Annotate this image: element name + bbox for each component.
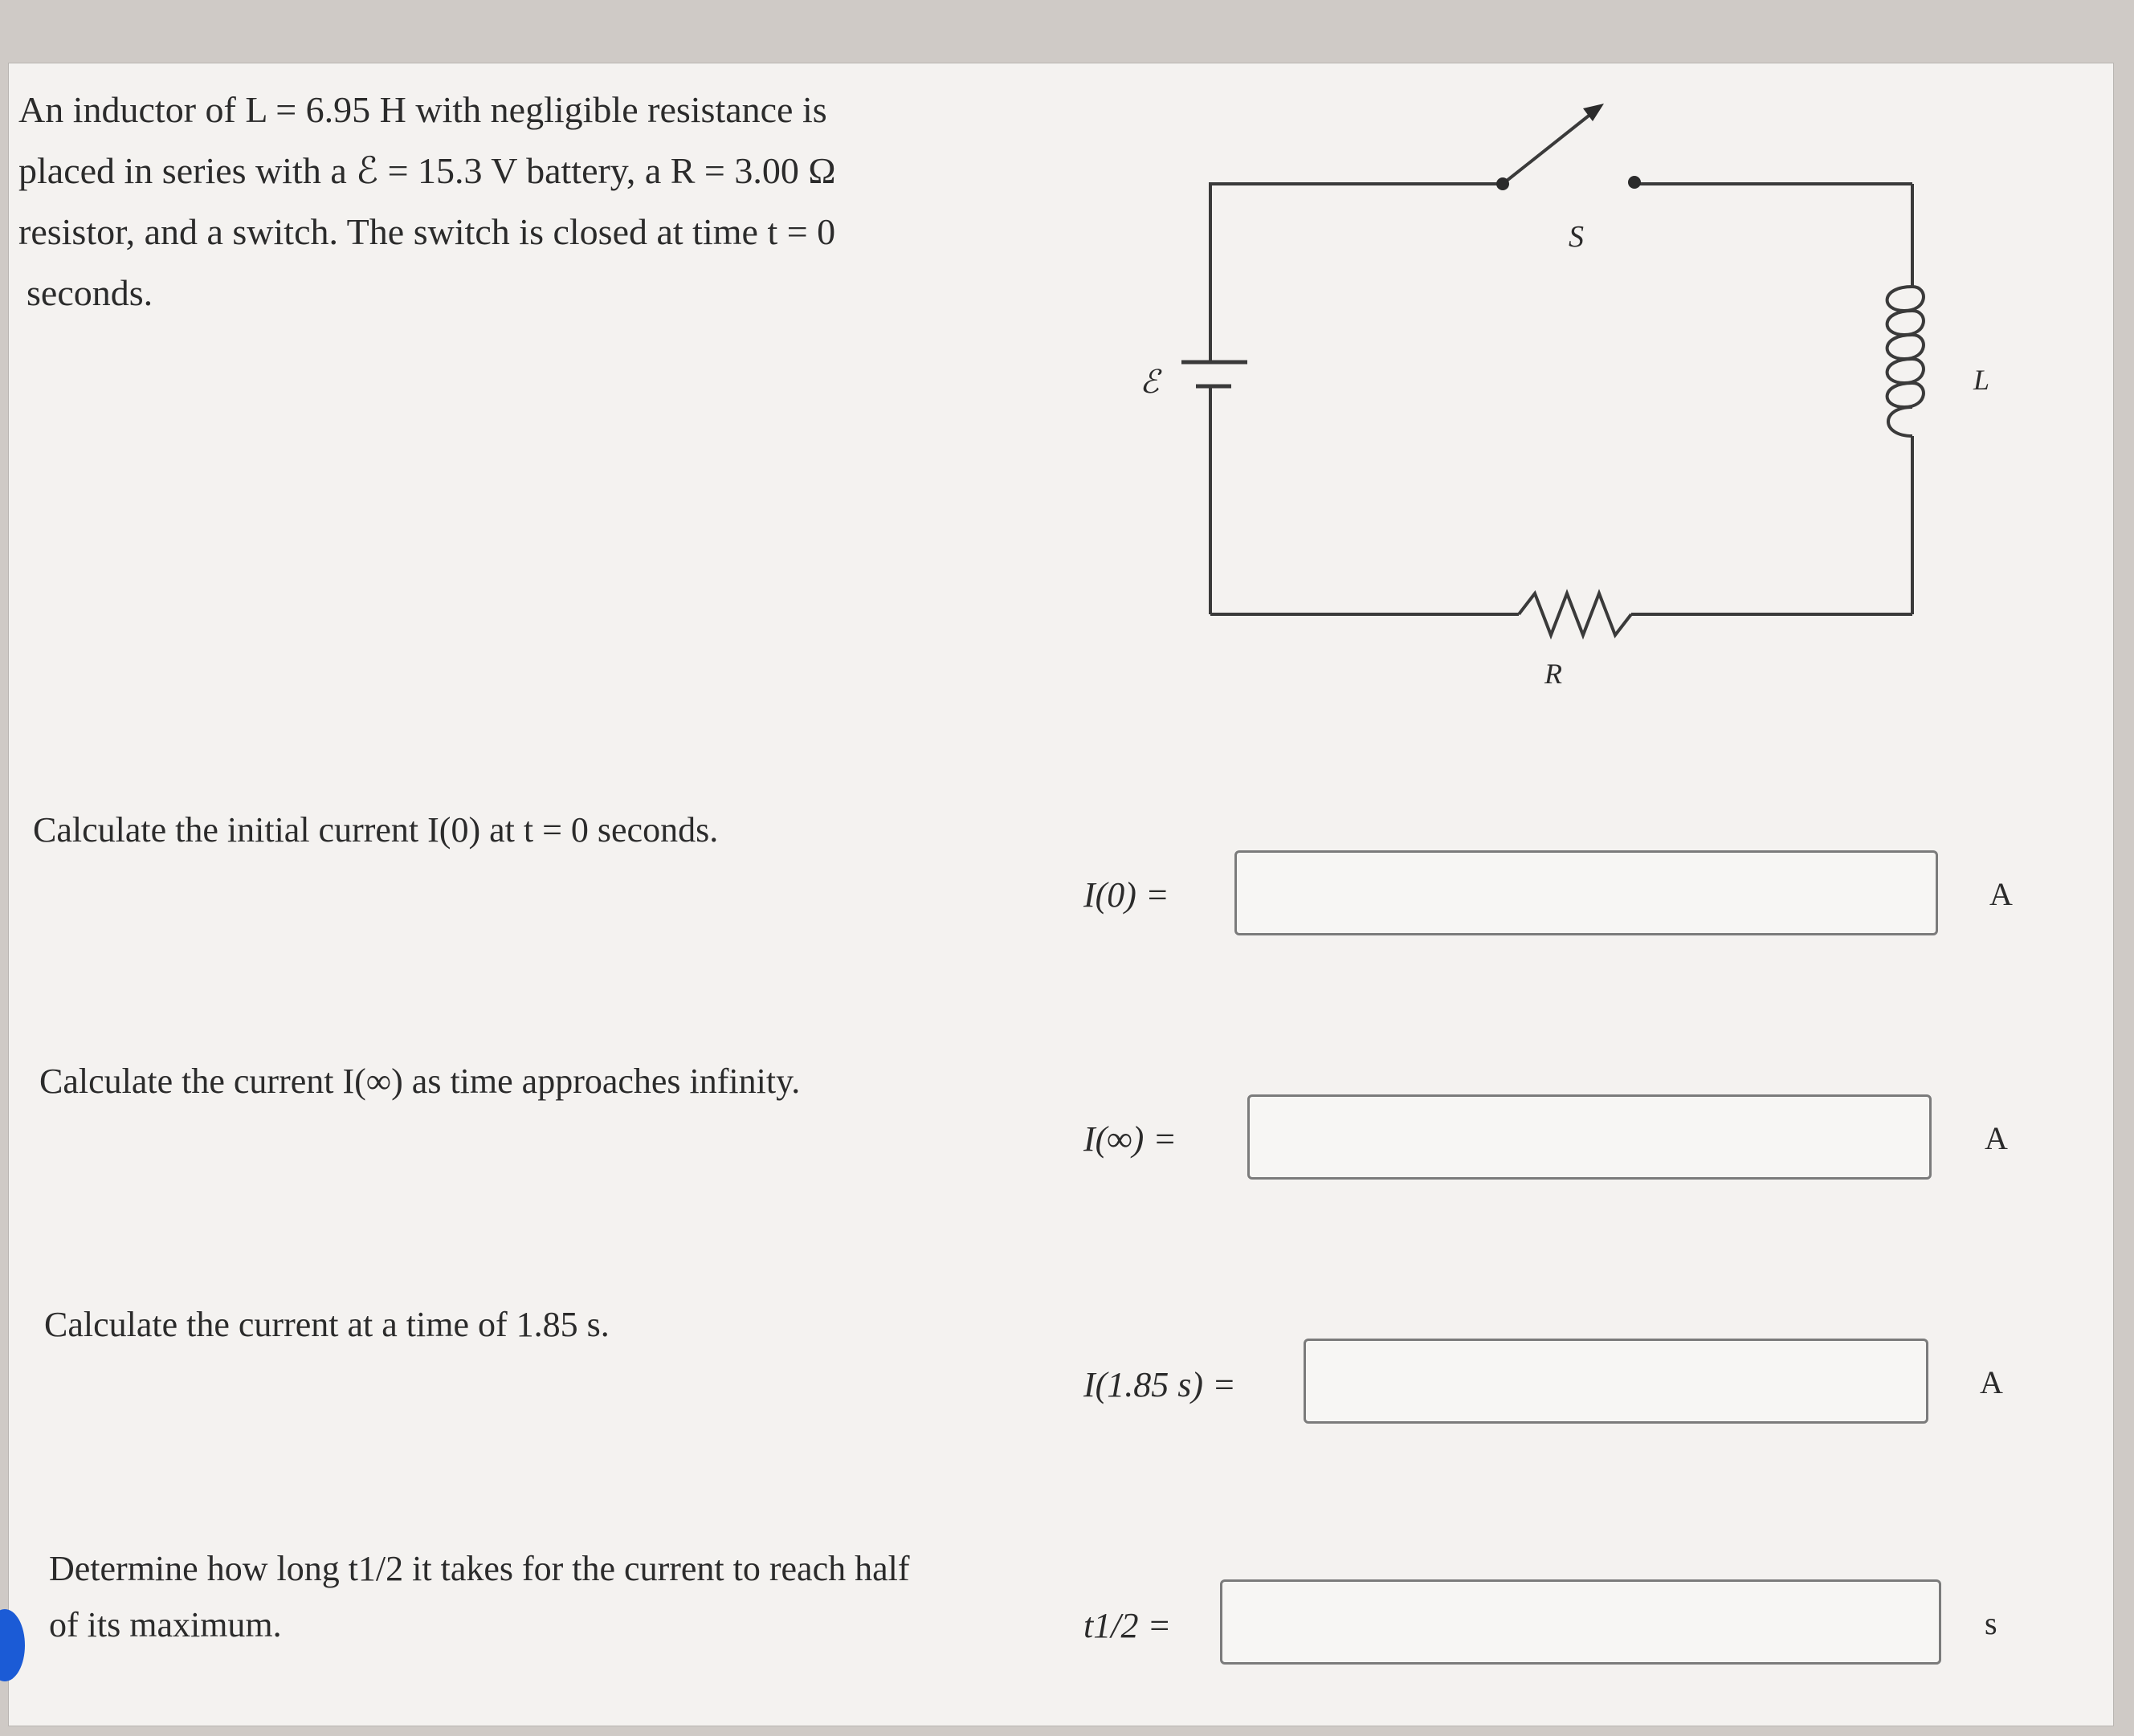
unit-initial-current: A xyxy=(1989,876,2013,912)
scroll-indicator[interactable] xyxy=(0,1609,25,1681)
switch-arm xyxy=(1503,110,1596,184)
emf-label: ℰ xyxy=(1140,364,1160,400)
question-initial-current: Calculate the initial current I(0) at t = 0 seconds. xyxy=(33,810,719,850)
unit-final-current: A xyxy=(1985,1120,2008,1156)
question-half-time-line-1: Determine how long t1/2 it takes for the current to reach half xyxy=(49,1549,910,1588)
question-half-time xyxy=(49,1541,1013,1653)
half-time-input[interactable] xyxy=(1220,1579,1941,1665)
current-at-time-input[interactable] xyxy=(1304,1339,1928,1424)
unit-current-at-time: A xyxy=(1980,1364,2003,1400)
inductor-label: L xyxy=(1973,364,1990,396)
unit-half-time: s xyxy=(1985,1605,1997,1641)
circuit-diagram xyxy=(1053,88,2057,762)
resistor-label: R xyxy=(1544,658,1562,690)
problem-line-3: resistor, and a switch. The switch is closed at time t = 0 xyxy=(18,211,836,252)
answer-label-half-time: t1/2 = xyxy=(1083,1606,1172,1645)
answer-label-current-at-time: I(1.85 s) = xyxy=(1083,1365,1236,1404)
problem-line-4: seconds. xyxy=(27,272,153,313)
switch-contact-right xyxy=(1628,176,1641,189)
switch-label: S xyxy=(1569,220,1584,254)
question-final-current: Calculate the current I(∞) as time approaches infinity. xyxy=(39,1062,801,1101)
switch-contact-left xyxy=(1496,177,1509,190)
problem-statement xyxy=(18,79,966,324)
inductor-coil xyxy=(1887,287,1924,436)
resistor-zigzag xyxy=(1519,593,1631,635)
answer-label-final-current: I(∞) = xyxy=(1083,1119,1177,1159)
problem-page xyxy=(8,63,2114,1726)
answer-label-initial-current: I(0) = xyxy=(1083,875,1169,915)
problem-line-2: placed in series with a ℰ = 15.3 V battery, a R = 3.00 Ω xyxy=(18,150,836,191)
problem-line-1: An inductor of L = 6.95 H with negligible resistance is xyxy=(18,89,827,130)
initial-current-input[interactable] xyxy=(1234,850,1938,935)
question-half-time-line-2: of its maximum. xyxy=(49,1605,282,1644)
question-current-at-time: Calculate the current at a time of 1.85 s. xyxy=(44,1305,610,1344)
final-current-input[interactable] xyxy=(1247,1094,1932,1180)
